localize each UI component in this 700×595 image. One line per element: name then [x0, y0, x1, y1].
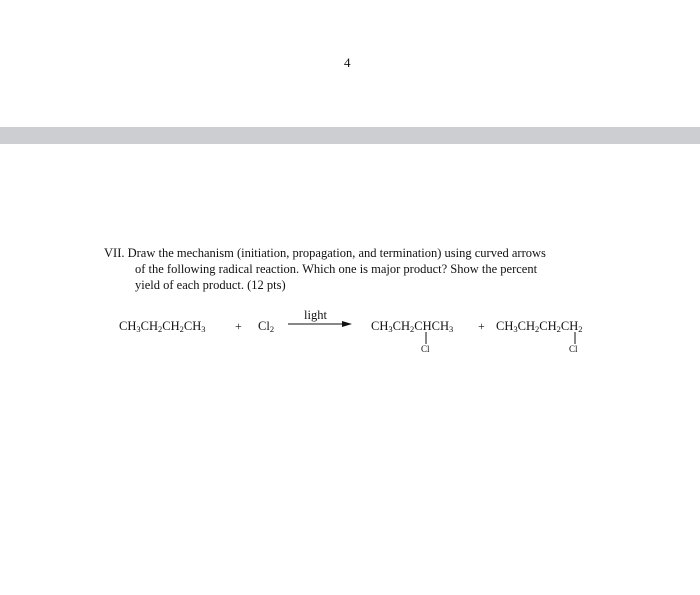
question-line-2: of the following radical reaction. Which one is major product? Show the percent: [135, 262, 538, 276]
product-1-chlorobutane: $CH_3CH_2CH_2CH_2$: [496, 319, 583, 334]
product-2-chlorobutane: $CH_3CH_2CHCH_3$: [371, 319, 454, 334]
reactant-chlorine: $Cl_2$: [258, 319, 275, 334]
reactant-butane: $CH_3CH_2CH_2CH_3$: [119, 319, 206, 334]
plus-sign-1: +: [235, 319, 242, 333]
product-1-substituent: Cl: [421, 344, 430, 354]
product-2-substituent: Cl: [569, 344, 578, 354]
plus-sign-2: +: [478, 319, 485, 333]
question-line-3: yield of each product. (12 pts): [135, 278, 286, 292]
page-number: 4: [344, 55, 351, 70]
reaction-condition-label: light: [304, 308, 327, 322]
reaction-arrow: [288, 319, 352, 329]
question-line-1: VII. Draw the mechanism (initiation, propagation, and termination) using curved arrows: [104, 246, 546, 260]
page-divider: [0, 127, 700, 144]
question-text: [104, 245, 604, 293]
